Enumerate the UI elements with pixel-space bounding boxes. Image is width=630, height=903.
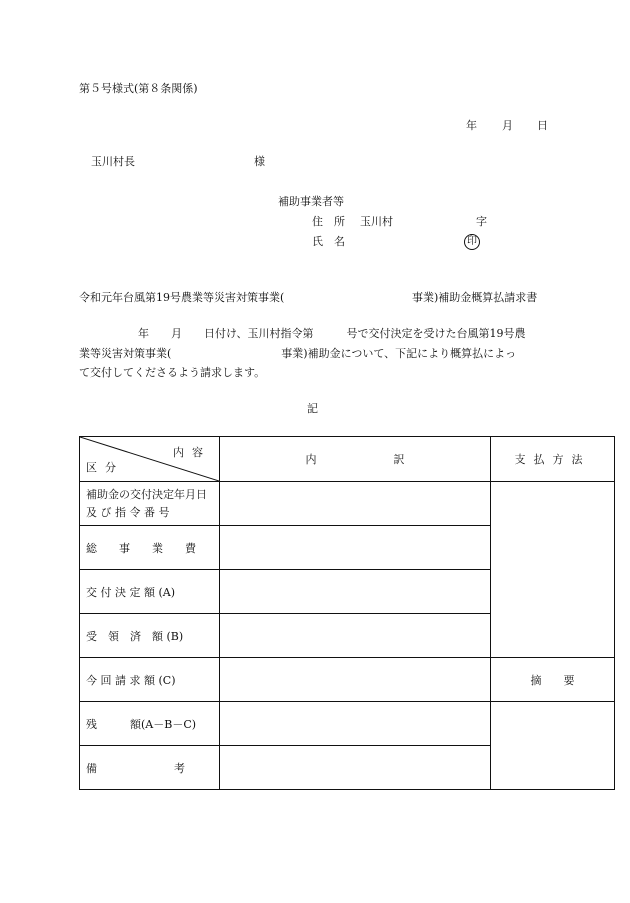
date-month-label: 月 xyxy=(502,119,513,132)
document-title-left: 令和元年台風第19号農業等災害対策事業( xyxy=(79,291,285,304)
row-label-received-amount: 受 領 済 額 (B) xyxy=(80,614,220,658)
address-value: 玉川村 xyxy=(360,215,393,228)
ki-heading: 記 xyxy=(307,402,318,415)
row-label-grant-date xyxy=(80,482,220,526)
detail-cell-request-amount[interactable] xyxy=(220,658,491,702)
date-day-label: 日 xyxy=(537,119,548,132)
name-label: 氏 名 xyxy=(312,235,345,248)
body-line-1: 年 月 日付け、玉川村指令第 号で交付決定を受けた台風第19号農 xyxy=(138,327,526,340)
request-table xyxy=(79,436,615,790)
row-label-request-amount: 今 回 請 求 額 (C) xyxy=(80,658,220,702)
addressee-honorific: 様 xyxy=(254,155,265,168)
table-header-row xyxy=(80,437,615,482)
row-label-decided-amount: 交 付 決 定 額 (A) xyxy=(80,570,220,614)
table-row xyxy=(80,482,615,526)
corner-top-label: 内容 xyxy=(173,446,211,459)
detail-cell-grant-date[interactable] xyxy=(220,482,491,526)
corner-bottom-label: 区分 xyxy=(86,461,124,474)
seal-icon: 印 xyxy=(464,234,480,250)
detail-cell-balance[interactable] xyxy=(220,702,491,746)
address-aza: 字 xyxy=(476,215,487,228)
row-label-line2: 及 び 指 令 番 号 xyxy=(86,505,170,519)
payment-method-cell[interactable] xyxy=(491,482,615,658)
row-label-total-cost: 総 事 業 費 xyxy=(80,526,220,570)
addressee: 玉川村長 xyxy=(91,155,135,168)
address-label: 住 所 xyxy=(312,215,345,228)
detail-cell-decided-amount[interactable] xyxy=(220,570,491,614)
body-line-3: て交付してくださるよう請求します。 xyxy=(79,366,266,379)
detail-cell-total-cost[interactable] xyxy=(220,526,491,570)
summary-header: 摘 要 xyxy=(491,658,615,702)
row-label-balance: 残 額(A－B－C) xyxy=(80,702,220,746)
payment-column-header: 支払方法 xyxy=(491,437,615,482)
row-label-line1: 補助金の交付決定年月日 xyxy=(86,487,207,501)
table-row xyxy=(80,702,615,746)
corner-header xyxy=(80,437,220,482)
table-row xyxy=(80,658,615,702)
applicant-title: 補助事業者等 xyxy=(278,195,344,208)
row-label-remarks: 備 考 xyxy=(80,746,220,790)
seal-mark xyxy=(464,234,480,250)
detail-cell-received-amount[interactable] xyxy=(220,614,491,658)
body-line-2: 業等災害対策事業( 事業)補助金について、下記により概算払によっ xyxy=(79,347,517,360)
summary-cell[interactable] xyxy=(491,702,615,790)
document-title-right: 事業)補助金概算払請求書 xyxy=(412,291,538,304)
detail-cell-remarks[interactable] xyxy=(220,746,491,790)
detail-column-header: 内 訳 xyxy=(220,437,491,482)
date-year-label: 年 xyxy=(466,119,477,132)
form-number: 第５号様式(第８条関係) xyxy=(79,82,198,95)
